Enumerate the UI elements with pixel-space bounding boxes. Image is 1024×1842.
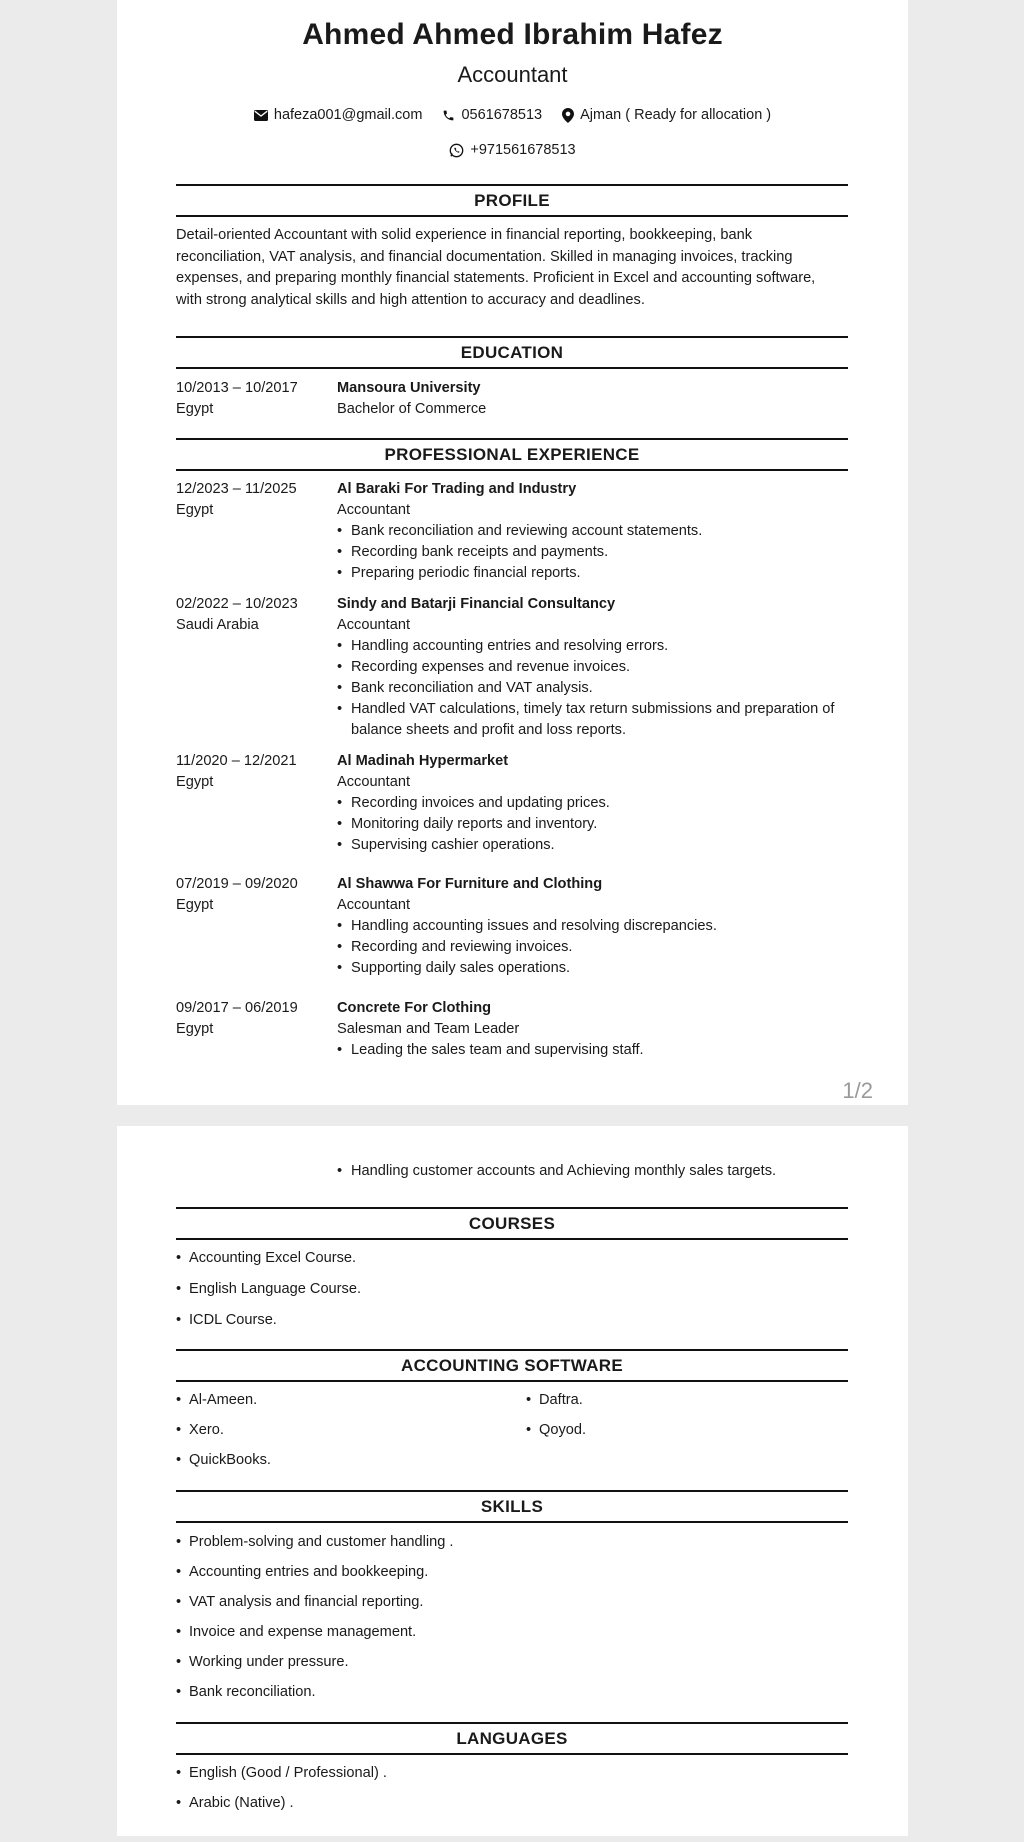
candidate-role: Accountant <box>457 62 568 87</box>
email-text: hafeza001@gmail.com <box>273 107 423 124</box>
language-item: • English (Good / Professional) . <box>176 1765 387 1781</box>
experience-dates: 07/2019 – 09/2020 <box>176 876 298 892</box>
experience-bullets <box>337 1161 848 1182</box>
resume-page-2 <box>117 1126 908 1836</box>
section-heading-software: ACCOUNTING SOFTWARE <box>176 1349 848 1382</box>
bullet-item: • Recording invoices and updating prices. <box>337 793 848 814</box>
bullet-item: • Handled VAT calculations, timely tax return submissions and preparation of balance sheets and profit and loss reports. <box>337 699 848 741</box>
contact-whatsapp[interactable] <box>449 142 575 158</box>
experience-bullets <box>337 793 848 856</box>
experience-location: Saudi Arabia <box>176 617 259 633</box>
skill-item: • VAT analysis and financial reporting. <box>176 1594 423 1610</box>
education-dates: 10/2013 – 10/2017 <box>176 380 298 396</box>
profile-line: reconciliation, VAT analysis, and financial documentation. Skilled in managing invoices, tracking <box>176 248 793 265</box>
experience-location: Egypt <box>176 897 214 913</box>
location-text: Ajman ( Ready for allocation ) <box>580 107 772 124</box>
bullet-item: • Monitoring daily reports and inventory. <box>337 814 848 835</box>
bullet-item: • Recording expenses and revenue invoices. <box>337 657 848 678</box>
profile-line: Detail-oriented Accountant with solid experience in financial reporting, bookkeeping, bank <box>176 227 752 243</box>
skill-item: • Invoice and expense management. <box>176 1624 416 1640</box>
profile-line: with strong analytical skills and high attention to accuracy and deadlines. <box>176 291 645 308</box>
skill-item: • Problem-solving and customer handling . <box>176 1534 453 1550</box>
experience-title: Accountant <box>337 897 411 913</box>
contact-email[interactable] <box>254 107 423 123</box>
experience-title: Accountant <box>337 502 411 518</box>
bullet-item: • Bank reconciliation and VAT analysis. <box>337 678 848 699</box>
experience-company: Al Baraki For Trading and Industry <box>337 481 577 497</box>
bullet-item: • Handling accounting entries and resolving errors. <box>337 636 848 657</box>
experience-company: Concrete For Clothing <box>337 1000 492 1016</box>
section-heading-courses: COURSES <box>176 1207 848 1240</box>
experience-dates: 12/2023 – 11/2025 <box>176 481 297 497</box>
whatsapp-icon <box>449 143 464 158</box>
experience-location: Egypt <box>176 1021 214 1037</box>
experience-location: Egypt <box>176 774 214 790</box>
experience-company: Al Madinah Hypermarket <box>337 753 509 769</box>
phone-text: 0561678513 <box>461 107 543 124</box>
experience-title: Accountant <box>337 617 411 633</box>
skill-item: • Bank reconciliation. <box>176 1684 316 1700</box>
contact-phone[interactable] <box>442 107 542 123</box>
experience-title: Accountant <box>337 774 411 790</box>
education-degree: Bachelor of Commerce <box>337 401 487 417</box>
skill-item: • Accounting entries and bookkeeping. <box>176 1564 428 1580</box>
contact-location <box>562 107 771 123</box>
section-heading-languages: LANGUAGES <box>176 1722 848 1755</box>
language-item: • Arabic (Native) . <box>176 1795 294 1811</box>
bullet-item: • Supporting daily sales operations. <box>337 958 848 979</box>
bullet-item: • Supervising cashier operations. <box>337 835 848 856</box>
experience-dates: 11/2020 – 12/2021 <box>176 753 297 769</box>
bullet-item: • Bank reconciliation and reviewing account statements. <box>337 521 848 542</box>
section-heading-profile: PROFILE <box>176 184 848 217</box>
experience-title: Salesman and Team Leader <box>337 1021 520 1037</box>
profile-line: expenses, and preparing monthly financial statements. Proficient in Excel and accounting software, <box>176 270 816 286</box>
experience-bullets <box>337 916 848 979</box>
bullet-item: • Recording and reviewing invoices. <box>337 937 848 958</box>
experience-company: Sindy and Batarji Financial Consultancy <box>337 596 616 612</box>
whatsapp-text: +971561678513 <box>470 142 576 159</box>
education-school: Mansoura University <box>337 380 481 396</box>
software-item: • Al-Ameen. <box>176 1392 257 1408</box>
experience-bullets <box>337 636 848 741</box>
bullet-item: • Handling customer accounts and Achieving monthly sales targets. <box>337 1161 848 1182</box>
phone-icon <box>442 109 455 122</box>
experience-company: Al Shawwa For Furniture and Clothing <box>337 876 603 892</box>
bullet-item: • Handling accounting issues and resolving discrepancies. <box>337 916 848 937</box>
section-heading-skills: SKILLS <box>176 1490 848 1523</box>
experience-dates: 02/2022 – 10/2023 <box>176 596 298 612</box>
bullet-item: • Leading the sales team and supervising staff. <box>337 1040 848 1061</box>
software-item: • Xero. <box>176 1422 224 1438</box>
profile-summary <box>176 225 848 311</box>
education-location: Egypt <box>176 401 214 417</box>
candidate-name: Ahmed Ahmed Ibrahim Hafez <box>302 18 723 51</box>
page-number: 1/2 <box>842 1078 873 1103</box>
contact-row <box>117 107 908 123</box>
envelope-icon <box>254 110 268 121</box>
bullet-item: • Preparing periodic financial reports. <box>337 563 848 584</box>
map-pin-icon <box>562 108 574 123</box>
experience-dates: 09/2017 – 06/2019 <box>176 1000 298 1016</box>
software-item: • Qoyod. <box>526 1422 586 1438</box>
section-heading-experience: PROFESSIONAL EXPERIENCE <box>176 438 848 471</box>
skill-item: • Working under pressure. <box>176 1654 349 1670</box>
contact-row-2 <box>117 142 908 158</box>
software-item: • Daftra. <box>526 1392 583 1408</box>
experience-location: Egypt <box>176 502 214 518</box>
experience-bullets <box>337 1040 848 1061</box>
bullet-item: • Recording bank receipts and payments. <box>337 542 848 563</box>
resume-page-1 <box>117 0 908 1105</box>
experience-bullets <box>337 521 848 584</box>
software-item: • QuickBooks. <box>176 1452 271 1468</box>
course-item: • English Language Course. <box>176 1281 361 1297</box>
course-item: • Accounting Excel Course. <box>176 1250 356 1266</box>
course-item: • ICDL Course. <box>176 1312 277 1328</box>
section-heading-education: EDUCATION <box>176 336 848 369</box>
